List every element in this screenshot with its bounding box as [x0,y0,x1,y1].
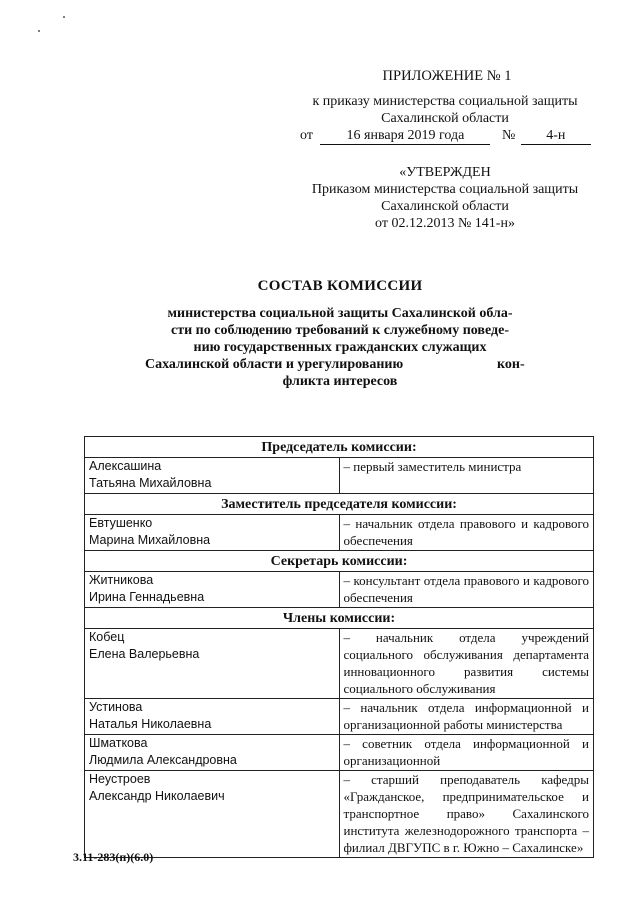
member-row [85,629,594,699]
section-heading-row [85,437,594,458]
section-heading: Секретарь комиссии: [85,551,594,572]
approved-label: «УТВЕРЖДЕН [399,165,491,180]
subtitle-line-left: Сахалинской области и урегулированию [145,357,404,372]
member-given-names: Елена Валерьевна [89,647,200,661]
member-position: – начальник отдела учреждений социального обслуживания департамента инновационного развития системы социального обслуживания [339,629,594,699]
section-heading-row [85,551,594,572]
section-heading: Председатель комиссии: [85,437,594,458]
section-heading-row [85,608,594,629]
page-title: СОСТАВ КОМИССИИ [257,278,423,294]
section-heading-row [85,494,594,515]
member-position: – первый заместитель министра [339,458,594,494]
member-given-names: Марина Михайловна [89,533,211,547]
member-name [85,629,340,699]
member-position: – консультант отдела правового и кадрового обеспечения [339,572,594,608]
member-name [85,572,340,608]
section-heading: Члены комиссии: [85,608,594,629]
member-row [85,771,594,858]
subtitle-line: сти по соблюдению требований к служебному поведе- [171,323,509,338]
member-name [85,699,340,735]
approved-line2: Сахалинской области [381,199,509,214]
member-row [85,515,594,551]
member-row [85,735,594,771]
member-name [85,735,340,771]
approved-line3: от 02.12.2013 № 141-н» [375,216,515,231]
order-date-line [300,127,600,145]
number-label: № [501,128,516,143]
order-reference-line2: Сахалинской области [381,111,509,126]
member-surname: Кобец [89,630,125,644]
order-date: 16 января 2019 года [320,127,490,145]
member-name [85,515,340,551]
member-surname: Житникова [89,573,154,587]
member-position: – советник отдела информационной и организационной [339,735,594,771]
approved-line1: Приказом министерства социальной защиты [311,182,579,197]
subtitle-line-right: кон- [497,357,525,372]
order-reference-line1: к приказу министерства социальной защиты [312,94,578,109]
section-heading: Заместитель председателя комиссии: [85,494,594,515]
from-label: от [300,128,313,143]
subtitle-line: нию государственных гражданских служащих [193,340,487,355]
commission-table [84,436,594,858]
document-code: 3.11-283(п)(6.0) [73,850,154,864]
member-position: – старший преподаватель кафедры «Гражданское, предпринимательское и транспортное право» Сахалинского института железнодорожного транспорта – филиал ДВГУПС в г. Южно – Сахалинске» [339,771,594,858]
member-row [85,699,594,735]
member-given-names: Наталья Николаевна [89,717,212,731]
member-surname: Шматкова [89,736,148,750]
member-given-names: Людмила Александровна [89,753,237,767]
member-surname: Устинова [89,700,143,714]
scan-speck [38,30,40,32]
member-position: – начальник отдела информационной и организационной работы министерства [339,699,594,735]
member-surname: Алексашина [89,459,162,473]
appendix-label: ПРИЛОЖЕНИЕ № 1 [382,68,512,84]
order-number: 4-н [521,127,591,145]
member-row [85,458,594,494]
member-surname: Евтушенко [89,516,153,530]
scan-speck [63,16,65,18]
subtitle-line: министерства социальной защиты Сахалинской обла- [167,306,513,321]
member-given-names: Ирина Геннадьевна [89,590,205,604]
member-given-names: Александр Николаевич [89,789,225,803]
member-surname: Неустроев [89,772,151,786]
subtitle-line: фликта интересов [282,374,398,389]
member-name [85,458,340,494]
member-row [85,572,594,608]
member-name [85,771,340,858]
member-position: – начальник отдела правового и кадрового обеспечения [339,515,594,551]
member-given-names: Татьяна Михайловна [89,476,212,490]
